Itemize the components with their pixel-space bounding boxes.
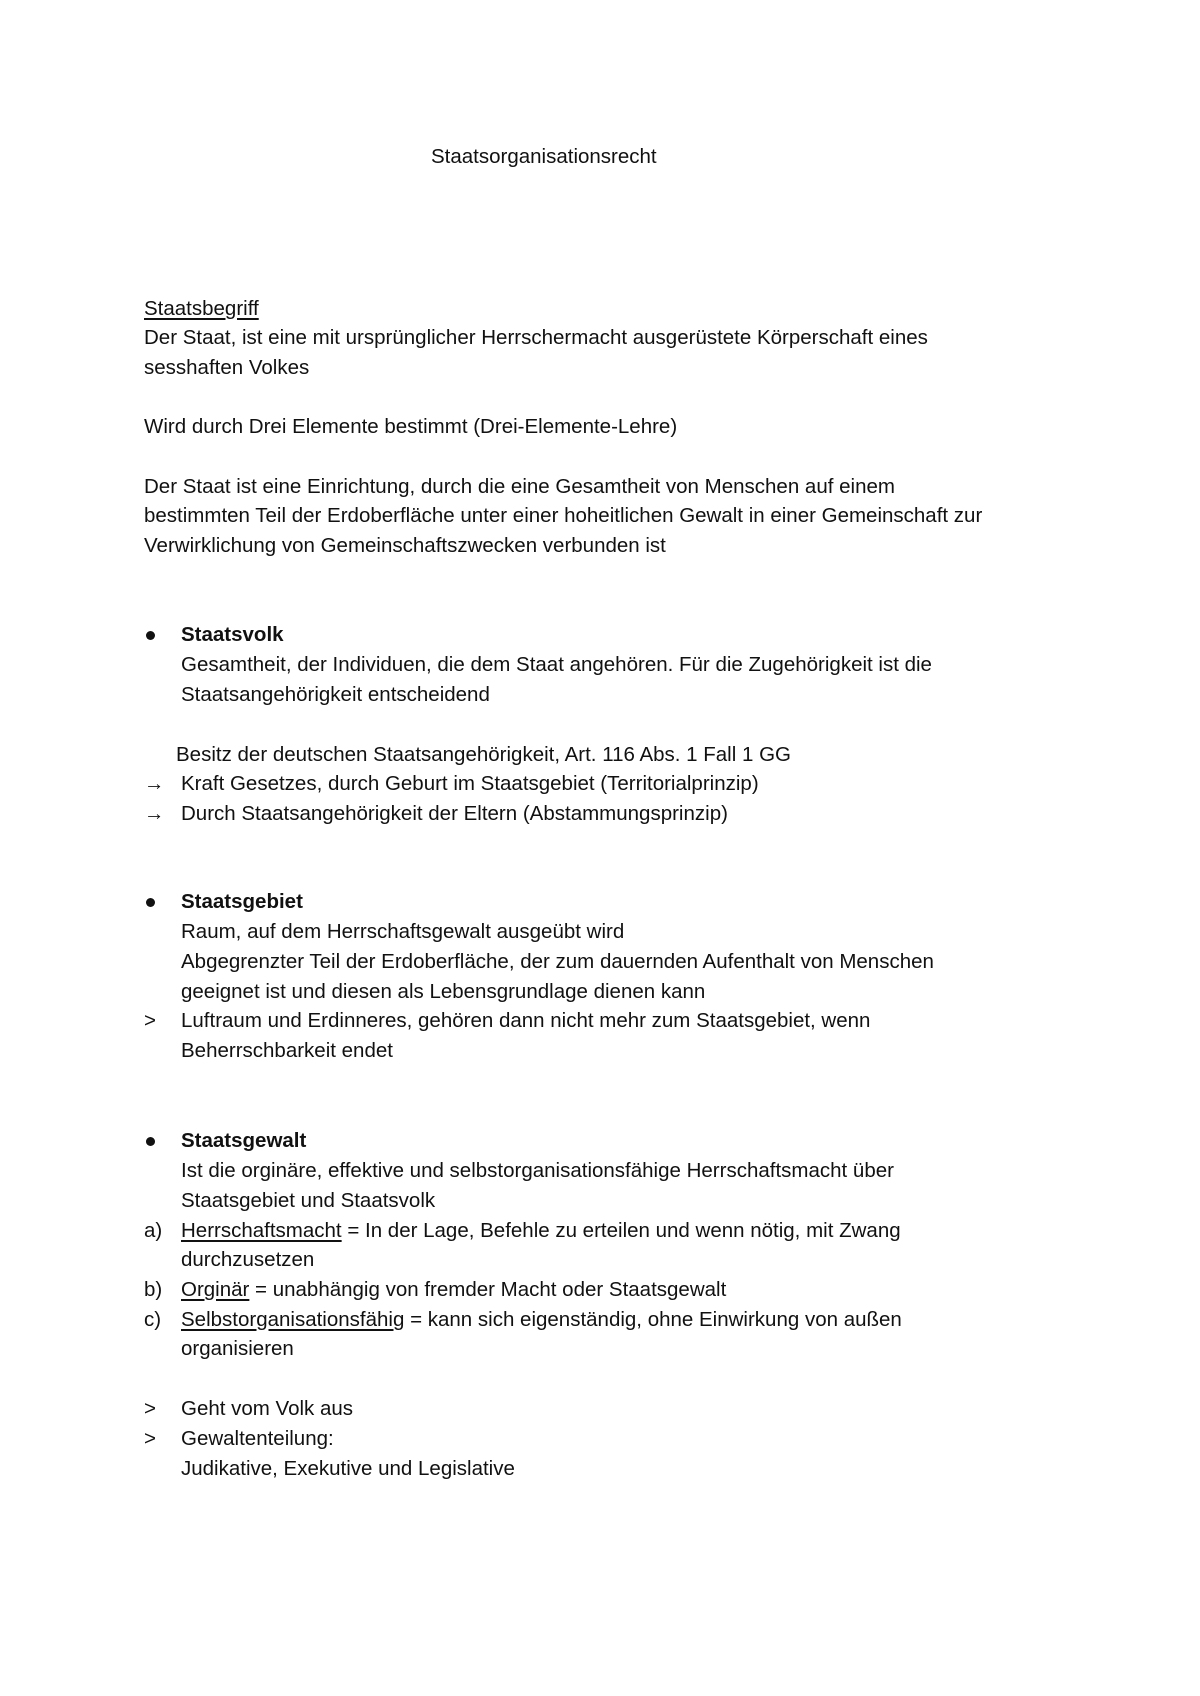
section-heading-staatsvolk: Staatsvolk bbox=[181, 623, 284, 646]
list-item-term: Orginär bbox=[181, 1278, 250, 1301]
list-item bbox=[181, 1305, 902, 1335]
arrow-item: Durch Staatsangehörigkeit der Eltern (Abstammungsprinzip) bbox=[181, 802, 728, 825]
elements-line: Wird durch Drei Elemente bestimmt (Drei-Elemente-Lehre) bbox=[144, 415, 678, 438]
staatsvolk-line: Gesamtheit, der Individuen, die dem Staat angehören. Für die Zugehörigkeit ist die bbox=[181, 653, 932, 676]
document-title: Staatsorganisationsrecht bbox=[431, 145, 657, 168]
description-line: bestimmten Teil der Erdoberfläche unter einer hoheitlichen Gewalt in einer Gemeinschaft zur bbox=[144, 504, 983, 527]
list-item-term: Herrschaftsmacht bbox=[181, 1219, 342, 1242]
besitz-line: Besitz der deutschen Staatsangehörigkeit, Art. 116 Abs. 1 Fall 1 GG bbox=[176, 743, 791, 766]
staatsgebiet-note: Luftraum und Erdinneres, gehören dann nicht mehr zum Staatsgebiet, wenn bbox=[181, 1009, 871, 1032]
staatsgebiet-line: Raum, auf dem Herrschaftsgewalt ausgeübt wird bbox=[181, 920, 625, 943]
list-item-text: = kann sich eigenständig, ohne Einwirkung von außen bbox=[404, 1308, 902, 1331]
list-item-text: = In der Lage, Befehle zu erteilen und wenn nötig, mit Zwang bbox=[341, 1219, 901, 1242]
definition-line: sesshaften Volkes bbox=[144, 356, 310, 379]
description-line: Verwirklichung von Gemeinschaftszwecken verbunden ist bbox=[144, 534, 666, 557]
list-marker: b) bbox=[144, 1278, 163, 1301]
staatsgebiet-line: Abgegrenzter Teil der Erdoberfläche, der zum dauernden Aufenthalt von Menschen bbox=[181, 950, 934, 973]
description-line: Der Staat ist eine Einrichtung, durch die eine Gesamtheit von Menschen auf einem bbox=[144, 475, 895, 498]
list-item-continuation: organisieren bbox=[181, 1337, 294, 1360]
list-marker: a) bbox=[144, 1219, 163, 1242]
section-heading-staatsgewalt: Staatsgewalt bbox=[181, 1129, 307, 1152]
bullet-icon bbox=[146, 898, 155, 907]
arrow-right-icon: → bbox=[144, 772, 165, 795]
staatsgewalt-note-continuation: Judikative, Exekutive und Legislative bbox=[181, 1457, 515, 1480]
list-item-term: Selbstorganisationsfähig bbox=[181, 1308, 405, 1331]
greater-than-icon: > bbox=[144, 1009, 156, 1032]
staatsgebiet-note: Beherrschbarkeit endet bbox=[181, 1039, 393, 1062]
section-heading-staatsgebiet: Staatsgebiet bbox=[181, 890, 303, 913]
arrow-item: Kraft Gesetzes, durch Geburt im Staatsgebiet (Territorialprinzip) bbox=[181, 772, 759, 795]
staatsgewalt-line: Ist die orginäre, effektive und selbstorganisationsfähige Herrschaftsmacht über bbox=[181, 1159, 894, 1182]
list-marker: c) bbox=[144, 1308, 162, 1331]
arrow-right-icon: → bbox=[144, 802, 165, 825]
staatsgewalt-note: Gewaltenteilung: bbox=[181, 1427, 334, 1450]
list-item-continuation: durchzusetzen bbox=[181, 1248, 315, 1271]
bullet-icon bbox=[146, 1137, 155, 1146]
list-item bbox=[181, 1275, 726, 1305]
staatsgewalt-line: Staatsgebiet und Staatsvolk bbox=[181, 1189, 436, 1212]
staatsvolk-line: Staatsangehörigkeit entscheidend bbox=[181, 683, 490, 706]
greater-than-icon: > bbox=[144, 1397, 156, 1420]
definition-line: Der Staat, ist eine mit ursprünglicher Herrschermacht ausgerüstete Körperschaft eines bbox=[144, 326, 928, 349]
list-item-text: = unabhängig von fremder Macht oder Staatsgewalt bbox=[249, 1278, 727, 1301]
staatsgewalt-note: Geht vom Volk aus bbox=[181, 1397, 354, 1420]
greater-than-icon: > bbox=[144, 1427, 156, 1450]
bullet-icon bbox=[146, 631, 155, 640]
section-heading-staatsbegriff: Staatsbegriff bbox=[144, 297, 259, 320]
list-item bbox=[181, 1216, 901, 1246]
staatsgebiet-line: geeignet ist und diesen als Lebensgrundlage dienen kann bbox=[181, 980, 706, 1003]
